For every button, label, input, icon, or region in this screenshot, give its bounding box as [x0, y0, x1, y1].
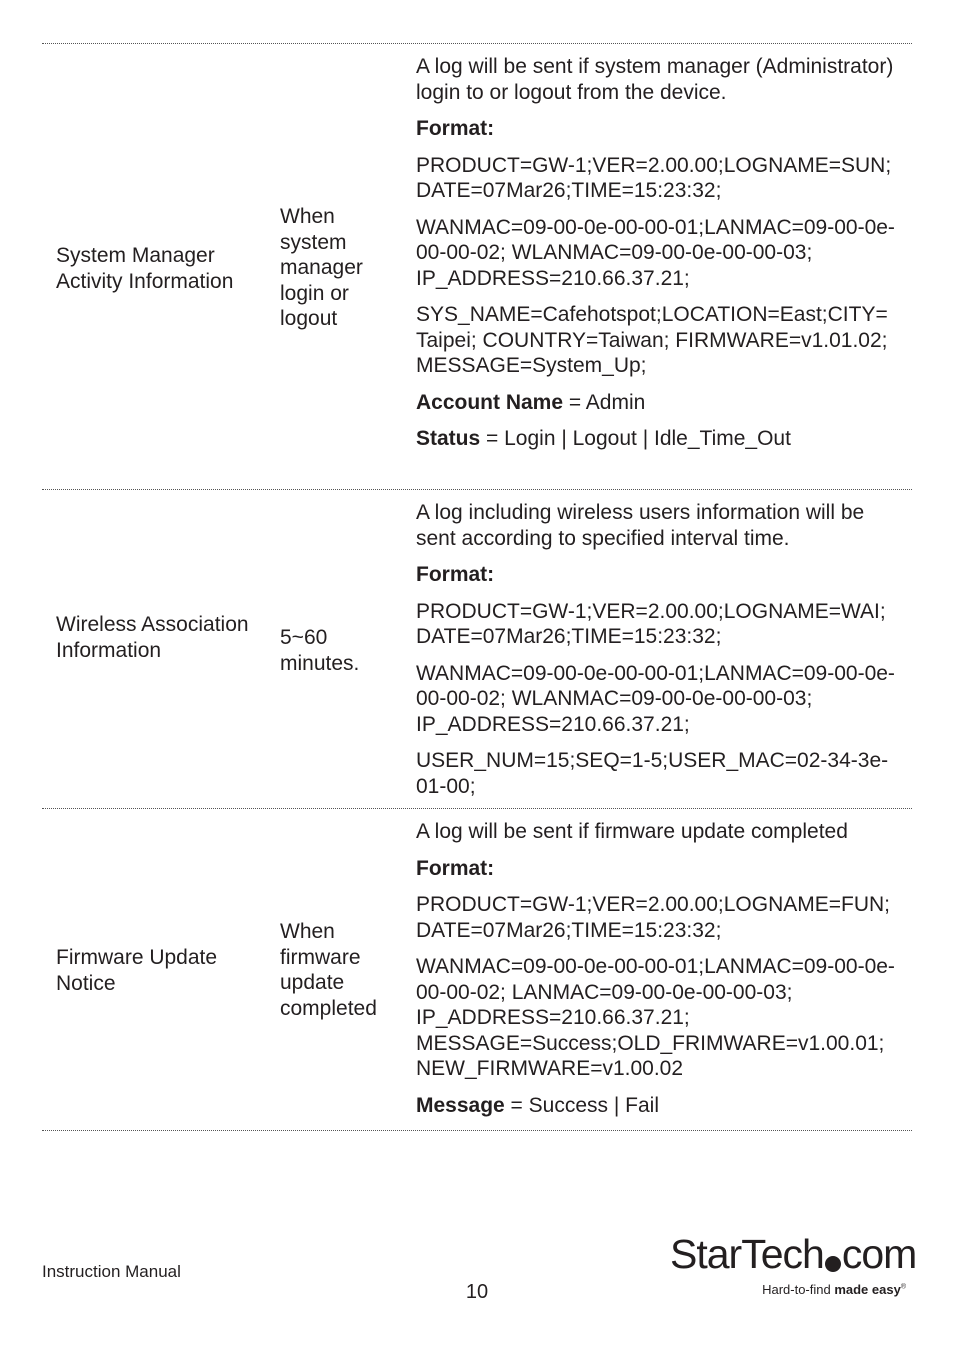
row-trigger: When firmware update completed	[280, 920, 377, 1020]
format-line: WANMAC=09-00-0e-00-00-01;LANMAC=09-00-0e-00-00-02; WLANMAC=09-00-0e-00-00-03; IP_ADDRESS=210.66.37.21;	[416, 215, 895, 290]
format-label: Format:	[416, 117, 495, 140]
status-value: = Login | Logout | Idle_Time_Out	[480, 427, 791, 450]
logo-tagline	[670, 1282, 910, 1297]
row-name: Wireless Association Information	[56, 613, 249, 662]
format-line: PRODUCT=GW-1;VER=2.00.00;LOGNAME=FUN; DATE=07Mar26;TIME=15:23:32;	[416, 893, 890, 942]
account-name-label: Account Name	[416, 390, 564, 414]
format-label: Format:	[416, 563, 495, 586]
tagline-bold: made easy	[834, 1282, 901, 1297]
row-name: Firmware Update Notice	[56, 946, 218, 995]
format-line: WANMAC=09-00-0e-00-00-01;LANMAC=09-00-0e-00-00-02; WLANMAC=09-00-0e-00-00-03; IP_ADDRESS=210.66.37.21;	[416, 661, 895, 736]
format-line: PRODUCT=GW-1;VER=2.00.00;LOGNAME=WAI; DATE=07Mar26;TIME=15:23:32;	[416, 599, 886, 648]
logo-dot-icon	[825, 1256, 841, 1272]
message-label: Message	[416, 1093, 505, 1117]
row-trigger: When system manager login or logout	[280, 205, 363, 330]
registered-mark: ®	[900, 1283, 906, 1291]
status-label: Status	[416, 427, 481, 450]
row-description: A log will be sent if firmware update completed	[416, 820, 848, 843]
table-row-wireless-association	[42, 489, 912, 809]
account-name-value: = Admin	[563, 390, 646, 414]
row-description: A log including wireless users information will be sent according to specified interval time.	[416, 501, 865, 550]
format-line: SYS_NAME=Cafehotspot;LOCATION=East;CITY= Taipei; COUNTRY=Taiwan; FIRMWARE=v1.01.02; MESSAGE=System_Up;	[416, 303, 888, 377]
footer-manual-label: Instruction Manual	[42, 1262, 181, 1281]
format-line: PRODUCT=GW-1;VER=2.00.00;LOGNAME=SUN; DATE=07Mar26;TIME=15:23:32;	[416, 153, 892, 202]
page-number: 10	[465, 1281, 489, 1303]
message-value: = Success | Fail	[504, 1093, 659, 1117]
format-line: WANMAC=09-00-0e-00-00-01;LANMAC=09-00-0e-00-00-02; LANMAC=09-00-0e-00-00-03; IP_ADDRESS=210.66.37.21; MESSAGE=Success;OLD_FRIMWARE=v1.00.01; NEW_FIRMWARE=v1.00.02	[416, 955, 895, 1080]
row-details	[416, 500, 896, 810]
table-row-firmware-update	[42, 808, 912, 1131]
row-details	[416, 54, 896, 463]
row-description: A log will be sent if system manager (Administrator) login to or logout from the device.	[416, 55, 894, 104]
startech-logo	[670, 1231, 917, 1297]
format-label: Format:	[416, 856, 495, 880]
row-trigger: 5~60 minutes.	[280, 626, 360, 675]
table-row-system-manager	[42, 43, 912, 490]
format-line: USER_NUM=15;SEQ=1-5;USER_MAC=02-34-3e-01-00;	[416, 749, 889, 798]
tagline-plain: Hard-to-find	[762, 1282, 835, 1297]
logo-part2: com	[841, 1231, 917, 1277]
logo-wordmark	[670, 1231, 917, 1277]
row-details	[416, 819, 896, 1129]
logo-part1: StarTech	[670, 1231, 824, 1277]
row-name: System Manager Activity Information	[56, 244, 234, 293]
